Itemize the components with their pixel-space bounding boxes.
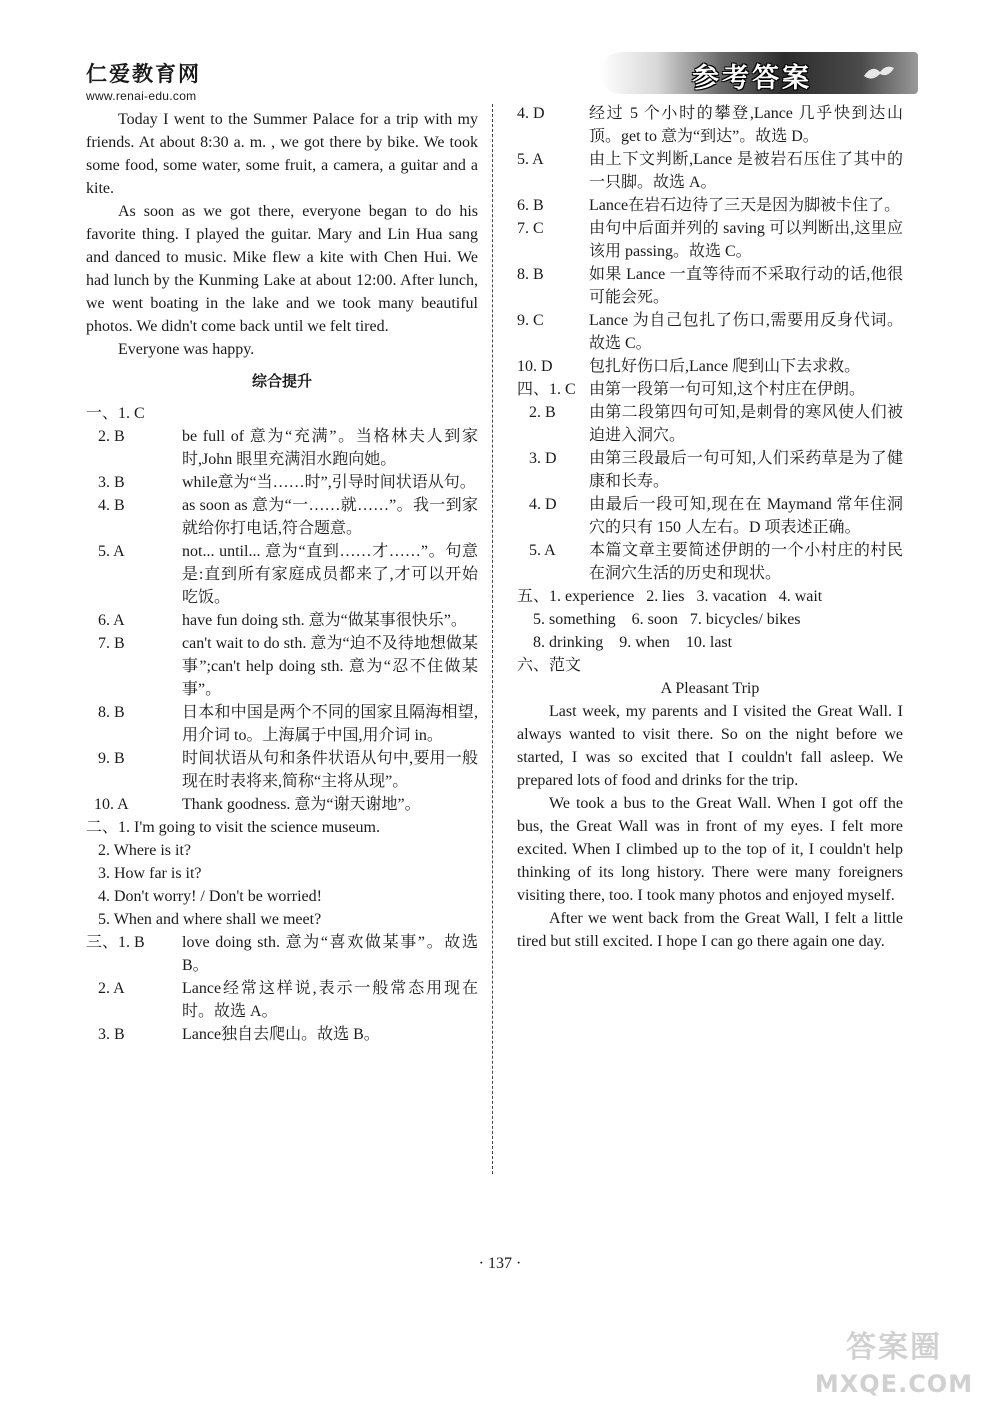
watermark-logo-text: 答案圈 [846,1330,942,1365]
answer-item [86,632,478,701]
answer-line: 8. drinking 9. when 10. last [517,634,733,651]
part-two-answers [86,816,478,931]
answer-item [517,102,903,148]
answer-number: 四、1. C [517,381,576,398]
answer-item [86,1023,478,1046]
part-three-answers-continued [517,102,903,378]
answer-explanation: 本篇文章主要简述伊朗的一个小村庄的村民在洞穴生活的历史和现状。 [589,542,903,582]
answer-number: 8. B [86,704,125,721]
answer-item [517,263,903,309]
answer-item [86,701,478,747]
answer-number: 9. B [86,750,125,767]
essay-paragraph: Everyone was happy. [118,341,255,358]
answer-number: 5. A [86,543,125,560]
answer-number: 3. B [86,1026,125,1043]
answer-number: 4. D [517,105,545,122]
answer-explanation: 时间状语从句和条件状语从句中,要用一般现在时表将来,简称“主将从现”。 [182,750,478,790]
answer-number: 10. D [517,358,553,375]
answer-explanation: 由上下文判断,Lance 是被岩石压住了其中的一只脚。故选 A。 [589,151,903,191]
answer-explanation: Thank goodness. 意为“谢天谢地”。 [182,796,421,813]
answer-number: 7. C [517,220,544,237]
answer-explanation: 如果 Lance 一直等待而不采取行动的话,他很可能会死。 [589,266,903,306]
section-title: 综合提升 [251,372,312,390]
essay-paragraph: We took a bus to the Great Wall. When I got off the bus, the Great Wall was in front of my eyes. I felt more excited. When I climbed up to the top of it, I couldn't help thinking of its long history. There were many foreigners visiting there, too. I took many photos and enjoyed myself. [517,795,903,904]
answer-item [517,401,903,447]
answer-item [517,378,903,401]
answer-item [517,447,903,493]
answer-number: 9. C [517,312,544,329]
column-divider [492,104,493,1174]
answer-item [86,977,478,1023]
essay-paragraph: After we went back from the Great Wall, I felt a little tired but still excited. I hope I can go there again one day. [517,910,903,950]
answer-explanation: be full of 意为“充满”。当格林夫人到家时,John 眼里充满泪水跑向她。 [182,428,478,468]
answer-item [517,355,903,378]
banner-title: 参考答案 [692,63,812,94]
answer-number: 6. B [517,197,544,214]
answer-banner [600,52,918,94]
part-one-answers [86,402,478,816]
answer-line: 4. Don't worry! / Don't be worried! [86,888,322,905]
answer-line: 3. How far is it? [86,865,202,882]
answer-item [517,194,903,217]
answer-number: 一、1. C [86,405,145,422]
answer-explanation: Lance在岩石边待了三天是因为脚被卡住了。 [589,197,901,214]
answer-explanation: 由第二段第四句可知,是刺骨的寒风使人们被迫进入洞穴。 [589,404,903,444]
answer-explanation: while意为“当……时”,引导时间状语从句。 [182,474,476,491]
answer-item [86,540,478,609]
answer-line: 五、1. experience 2. lies 3. vacation 4. wait [517,588,823,605]
part-five-answers [517,585,903,654]
answer-item [517,493,903,539]
answer-number: 4. B [86,497,125,514]
answer-item [517,309,903,355]
answer-explanation: 由第三段最后一句可知,人们采药草是为了健康和长寿。 [589,450,903,490]
answer-item [86,425,478,471]
answer-number: 7. B [86,635,125,652]
answer-number: 10. A [86,796,129,813]
answer-number: 三、1. B [86,934,145,951]
answer-item [86,402,478,425]
answer-explanation: 日本和中国是两个不同的国家且隔海相望,用介词 to。上海属于中国,用介词 in。 [182,704,478,744]
watermark-url: MXQE.COM [814,1370,974,1398]
right-column [517,102,903,953]
answer-explanation: as soon as 意为“一……就……”。我一到家就给你打电话,符合题意。 [182,497,478,537]
answer-number: 2. B [86,428,125,445]
answer-number: 3. D [517,450,557,467]
answer-line: 5. something 6. soon 7. bicycles/ bikes [517,611,801,628]
answer-item [86,609,478,632]
answer-explanation: Lance独自去爬山。故选 B。 [182,1026,380,1043]
answer-item [86,747,478,793]
answer-number: 3. B [86,474,125,491]
answer-number: 5. A [517,151,544,168]
part-four-answers [517,378,903,585]
site-watermark [808,1322,980,1400]
part-three-answers [86,931,478,1046]
answer-item [517,217,903,263]
essay-paragraph: Last week, my parents and I visited the Great Wall. I always wanted to visit there. So on the night before we started, I was so excited that I couldn't fall asleep. We prepared lots of food and drinks for the trip. [517,703,903,789]
answer-explanation: love doing sth. 意为“喜欢做某事”。故选 B。 [182,934,478,974]
answer-line: 二、1. I'm going to visit the science museum. [86,819,380,836]
answer-item [517,539,903,585]
answer-number: 8. B [517,266,544,283]
answer-number: 2. B [517,404,556,421]
answer-item [86,494,478,540]
answer-explanation: can't wait to do sth. 意为“迫不及待地想做某事”;can't help doing sth. 意为“忍不住做某事”。 [182,635,478,698]
leaf-ornament-icon [862,62,896,82]
answer-explanation: 由第一段第一句可知,这个村庄在伊朗。 [589,381,866,398]
essay-title: A Pleasant Trip [660,680,760,697]
answer-number: 6. A [86,612,125,629]
answer-number: 4. D [517,496,557,513]
answer-item [86,793,478,816]
brand-url: www.renai-edu.com [86,89,197,103]
answer-explanation: Lance经常这样说,表示一般常态用现在时。故选 A。 [182,980,478,1020]
answer-explanation: 由句中后面并列的 saving 可以判断出,这里应该用 passing。故选 C。 [589,220,903,260]
answer-line: 2. Where is it? [86,842,192,859]
answer-explanation: not... until... 意为“直到……才……”。句意是:直到所有家庭成员都来了,才可以开始吃饭。 [182,543,478,606]
answer-number: 2. A [86,980,125,997]
part-six-label: 六、范文 [517,657,582,674]
left-column [86,108,478,1046]
answer-item [86,471,478,494]
answer-explanation: Lance 为自己包扎了伤口,需要用反身代词。故选 C。 [589,312,903,352]
page-number: · 137 · [478,1255,522,1272]
brand-header [86,58,201,103]
answer-line: 5. When and where shall we meet? [86,911,322,928]
answer-explanation: have fun doing sth. 意为“做某事很快乐”。 [182,612,467,629]
essay-paragraph: Today I went to the Summer Palace for a trip with my friends. At about 8:30 a. m. , we got there by bike. We took some food, some water, some fruit, a camera, a guitar and a kite. [86,111,478,197]
answer-number: 5. A [517,542,556,559]
answer-item [517,148,903,194]
essay-paragraph: As soon as we got there, everyone began to do his favorite thing. I played the guitar. Mary and Lin Hua sang and danced to music. Mike flew a kite with Chen Hui. We had lunch by the Kunming Lake at about 12:00. After lunch, we went boating in the lake and we took many beautiful photos. We didn't come back until we felt tired. [86,203,478,335]
answer-explanation: 由最后一段可知,现在在 Maymand 常年住洞穴的只有 150 人左右。D 项表述正确。 [589,496,903,536]
answer-explanation: 经过 5 个小时的攀登,Lance 几乎快到达山顶。get to 意为“到达”。故选 D。 [589,105,903,145]
answer-item [86,931,478,977]
brand-name: 仁爱教育网 [86,61,201,86]
answer-explanation: 包扎好伤口后,Lance 爬到山下去求救。 [589,358,861,375]
